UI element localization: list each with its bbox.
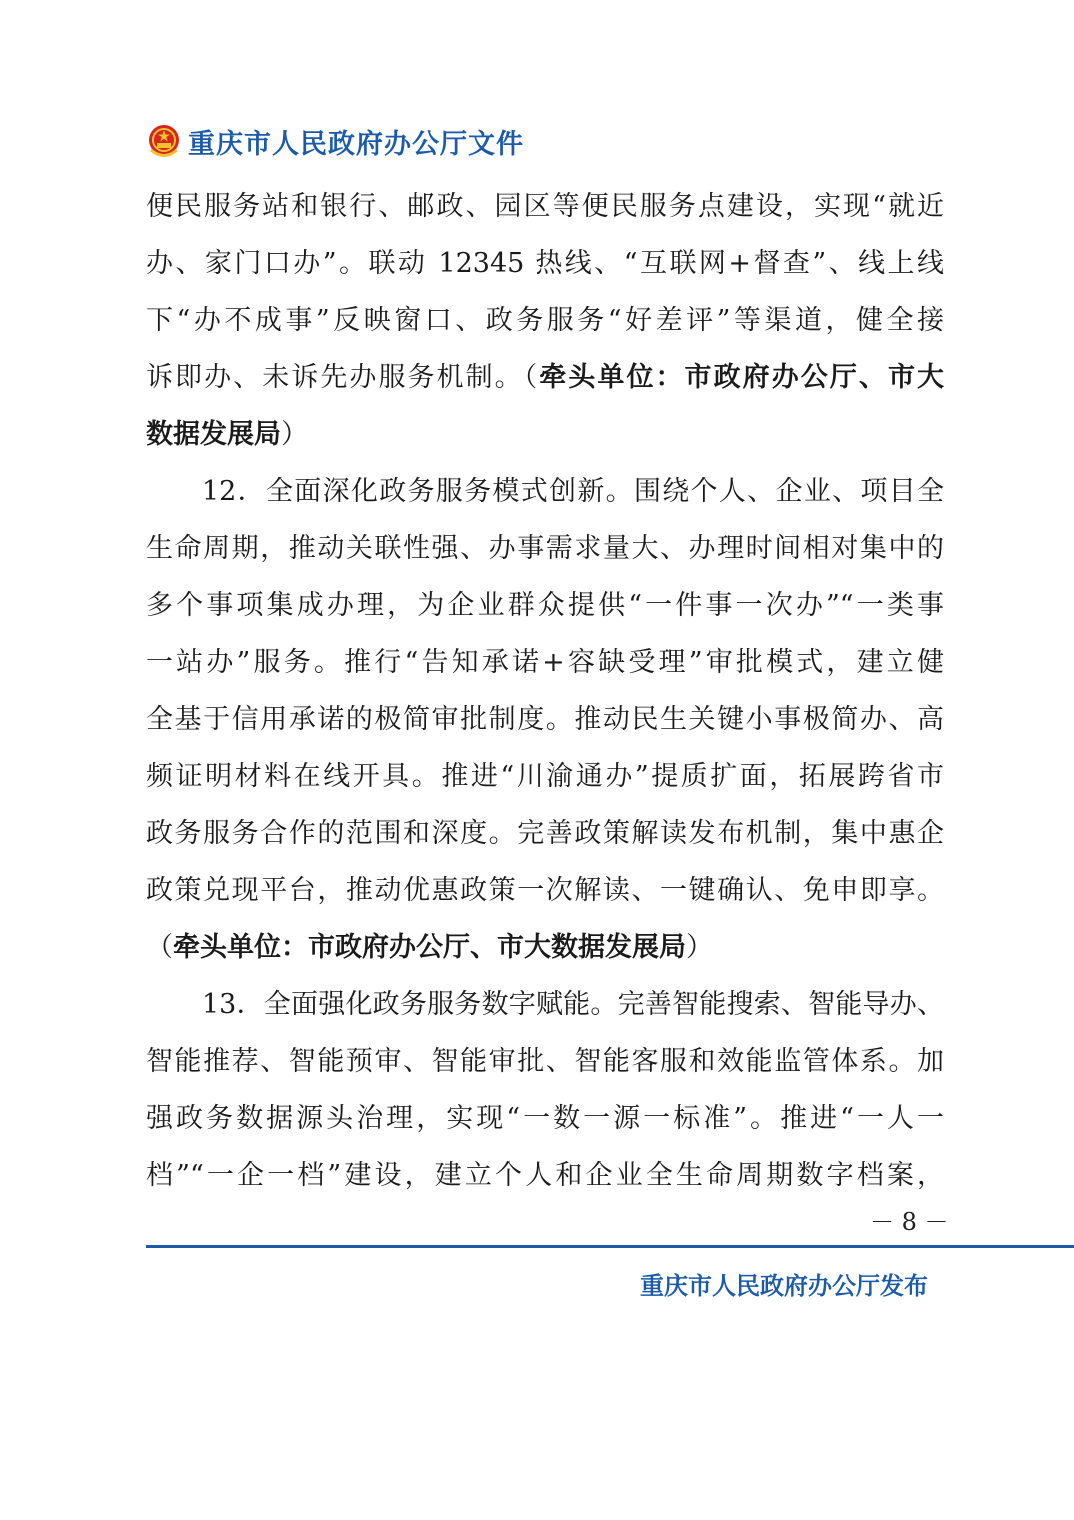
body-line [146,349,944,406]
body-line: 多个事项集成办理，为企业群众提供“一件事一次办”“一类事 [146,590,944,621]
document-body [146,178,944,1204]
body-text-segment: （ [146,932,173,963]
body-line: 生命周期，推动关联性强、办事需求量大、办理时间相对集中的 [146,533,944,564]
body-line [146,919,944,976]
body-line: 全基于信用承诺的极简审批制度。推动民生关键小事极简办、高 [146,704,944,735]
lead-unit-label: 牵头单位：市政府办公厅、市大 [539,362,945,393]
footer-publisher: 重庆市人民政府办公厅发布 [640,1272,928,1300]
body-line: 13．全面强化政务服务数字赋能。完善智能搜索、智能导办、 [202,989,944,1020]
footer-divider [146,1245,1074,1248]
body-text-segment: ） [686,932,713,963]
body-line: 办、家门口办”。联动 12345 热线、“互联网+督查”、线上线 [146,248,944,279]
body-line: 强政务数据源头治理，实现“一数一源一标准”。推进“一人一 [146,1103,944,1134]
body-line: 下“办不成事”反映窗口、政务服务“好差评”等渠道，健全接 [146,305,944,336]
lead-unit-label: 数据发展局 [146,419,281,450]
page-number: － 8 － [870,1208,949,1236]
body-line: 频证明材料在线开具。推进“川渝通办”提质扩面，拓展跨省市 [146,761,944,792]
body-line: 12．全面深化政务服务模式创新。围绕个人、企业、项目全 [202,476,944,507]
body-line [146,406,944,463]
body-line: 智能推荐、智能预审、智能审批、智能客服和效能监管体系。加 [146,1046,944,1077]
header-title: 重庆市人民政府办公厅文件 [188,129,524,160]
lead-unit-label: 牵头单位：市政府办公厅、市大数据发展局 [173,932,686,963]
body-line: 政务服务合作的范围和深度。完善政策解读发布机制，集中惠企 [146,818,944,849]
body-line: 档”“一企一档”建设，建立个人和企业全生命周期数字档案， [146,1160,944,1191]
body-line: 政策兑现平台，推动优惠政策一次解读、一键确认、免申即享。 [146,875,944,906]
body-text-segment: ） [281,419,308,450]
body-text-segment: 诉即办、未诉先办服务机制。（ [146,362,540,393]
national-emblem-icon [146,123,182,161]
body-line: 一站办”服务。推行“告知承诺+容缺受理”审批模式，建立健 [146,647,944,678]
body-line: 便民服务站和银行、邮政、园区等便民服务点建设，实现“就近 [146,191,944,222]
document-header [146,122,524,161]
